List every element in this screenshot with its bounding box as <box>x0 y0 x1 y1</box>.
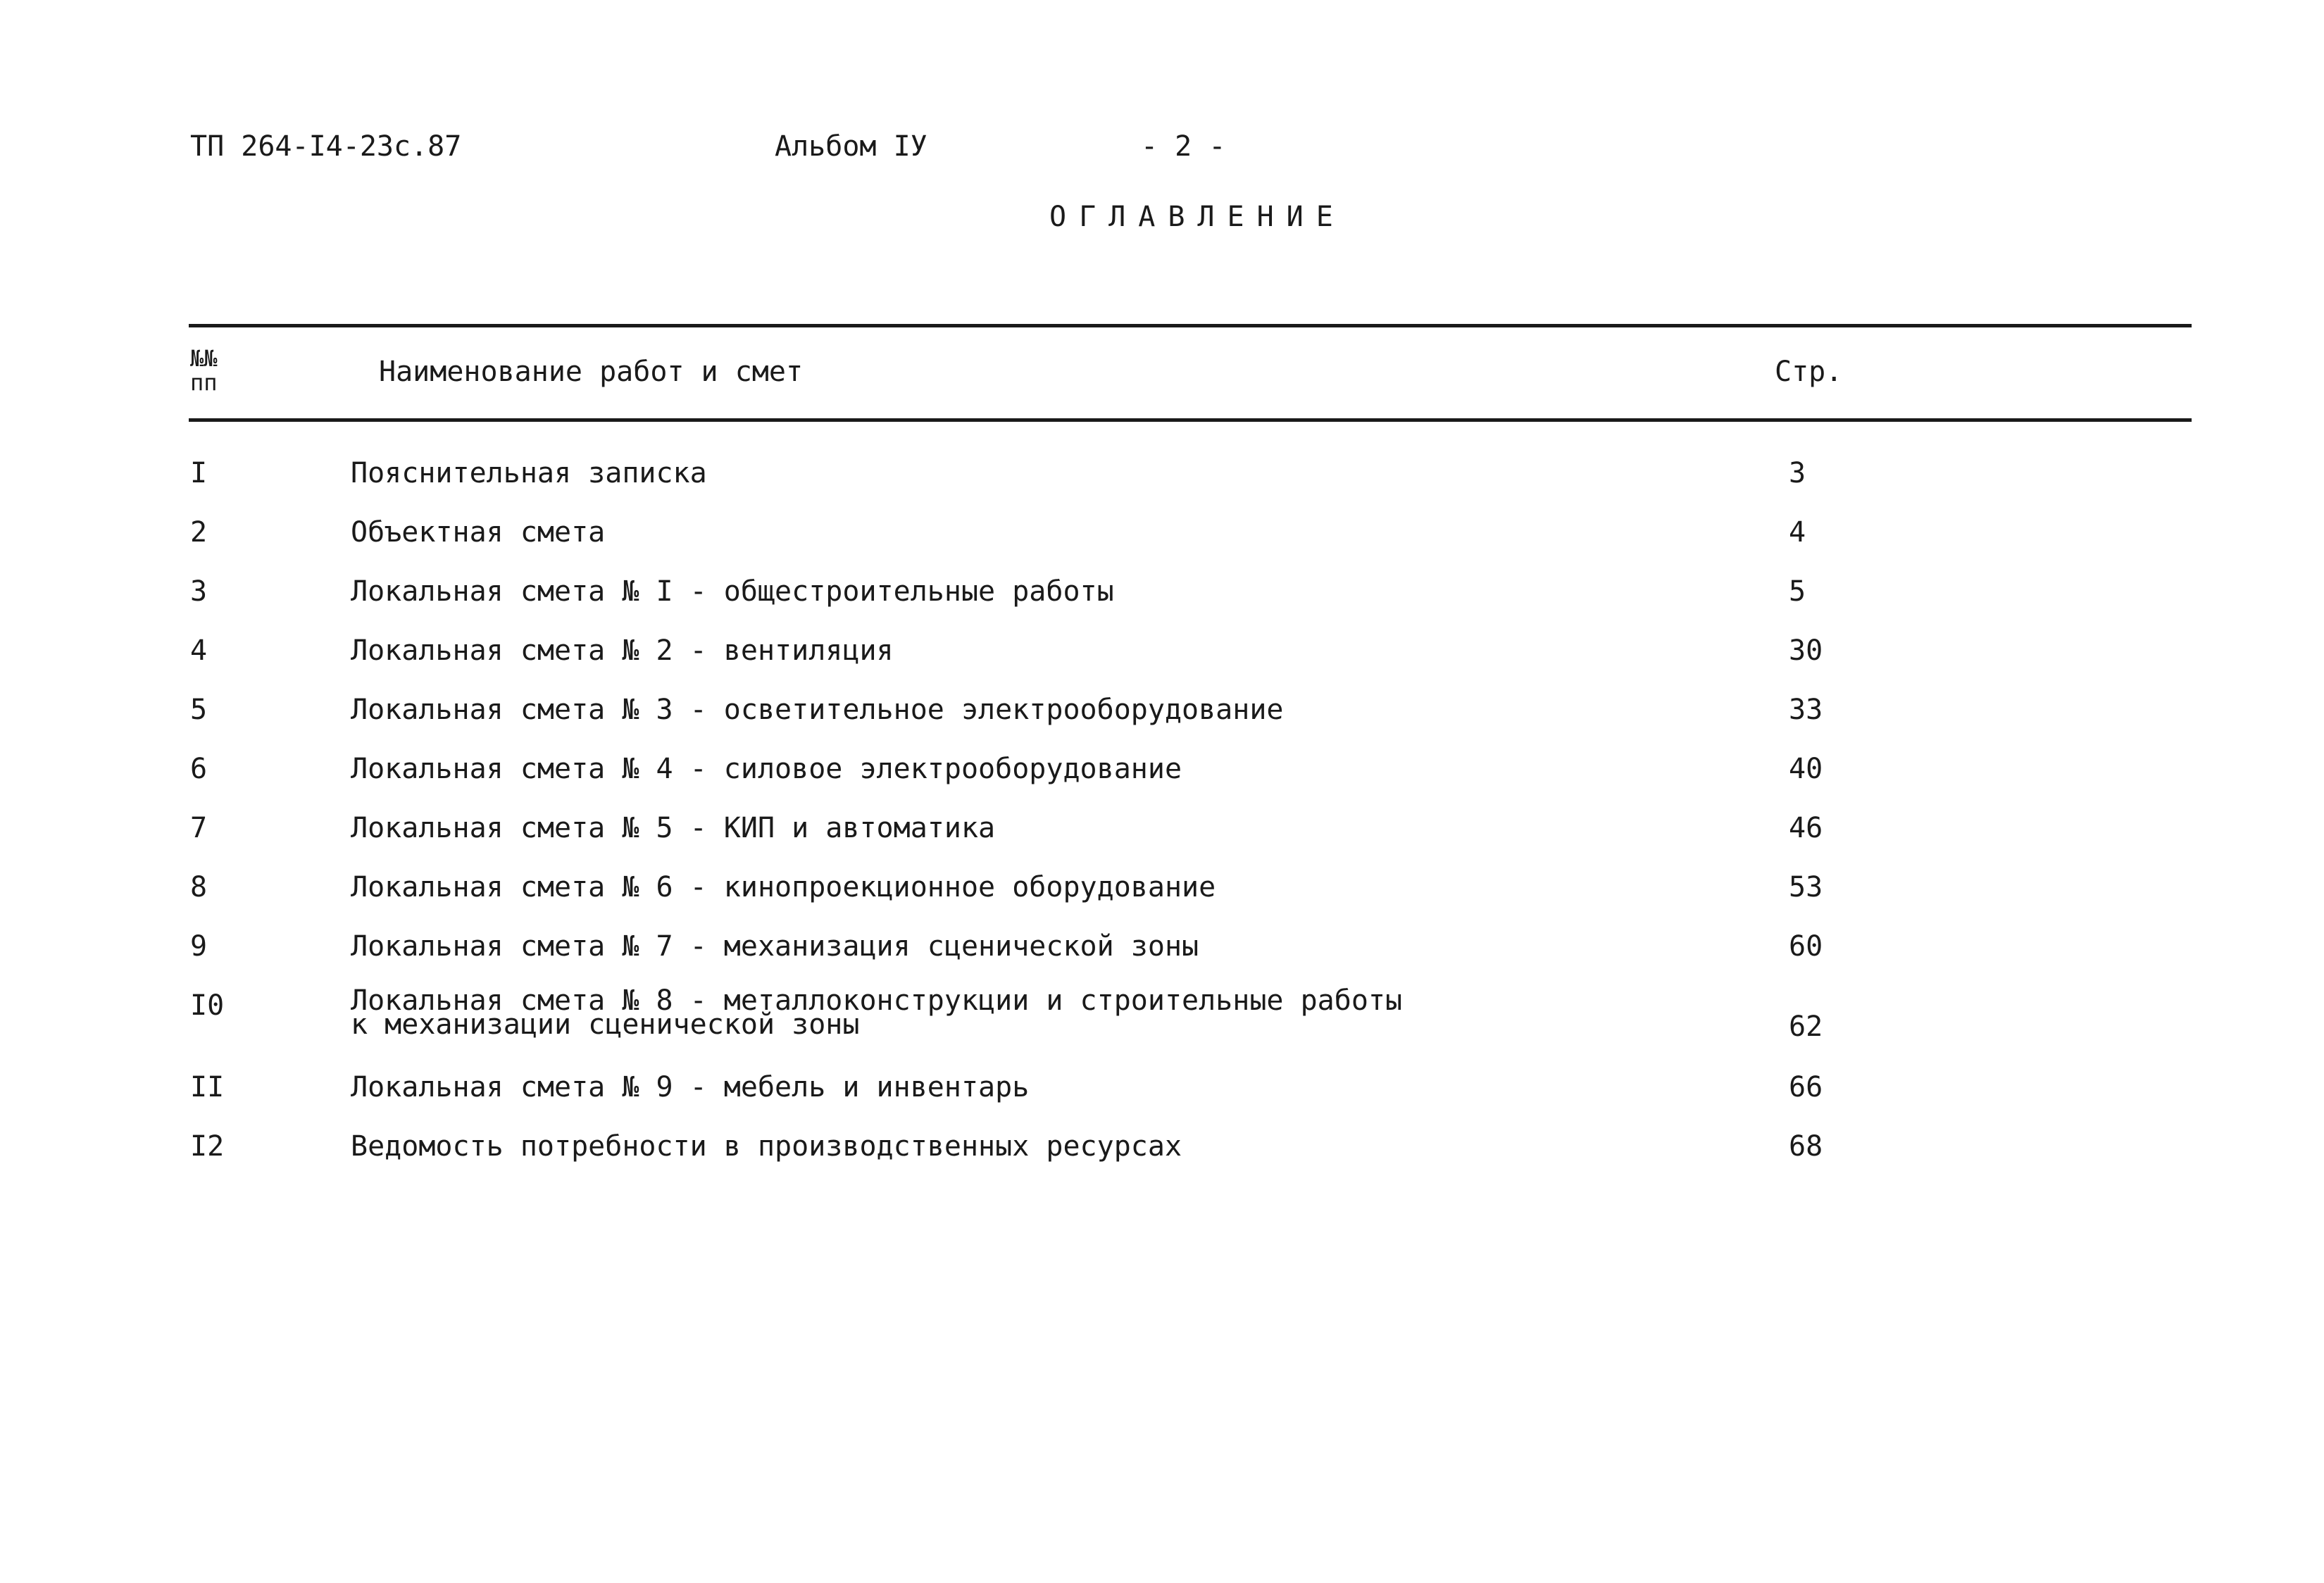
row-page: 4 <box>1789 516 1806 549</box>
row-page: 68 <box>1789 1130 1823 1163</box>
table-row <box>0 984 2324 1070</box>
row-name: Локальная смета № 2 - вентиляция <box>351 634 894 667</box>
row-page: 62 <box>1789 1011 1823 1043</box>
row-name: Локальная смета № 7 - механизация сценической зоны <box>351 930 1199 963</box>
page-number: - 2 - <box>1141 130 1226 163</box>
album-label: Альбом IУ <box>775 130 927 163</box>
row-name: Локальная смета № 3 - осветительное электрооборудование <box>351 694 1284 726</box>
row-name: Пояснительная записка <box>351 457 707 489</box>
row-page: 53 <box>1789 871 1823 903</box>
row-name: Локальная смета № 6 - кинопроекционное оборудование <box>351 871 1216 903</box>
column-header-name: Наименование работ и смет <box>379 356 804 388</box>
table-row <box>0 1070 2324 1130</box>
row-name: Локальная смета № I - общестроительные работы <box>351 575 1114 608</box>
row-page: 60 <box>1789 930 1823 963</box>
row-number: 7 <box>190 812 208 844</box>
table-top-rule <box>189 324 2192 327</box>
row-number: 6 <box>190 753 208 785</box>
table-row <box>0 575 2324 634</box>
table-row <box>0 930 2324 989</box>
row-number: I <box>190 457 208 489</box>
row-number: I2 <box>190 1130 225 1163</box>
row-page: 46 <box>1789 812 1823 844</box>
row-name: Локальная смета № 8 - металлоконструкции и строительные работы к механизации сценической зоны <box>351 984 1403 1041</box>
document-code: ТП 264-I4-23с.87 <box>190 130 462 163</box>
table-row <box>0 811 2324 870</box>
row-number: I0 <box>190 989 225 1022</box>
row-number: 2 <box>190 516 208 549</box>
table-body <box>0 456 2324 1189</box>
row-number: II <box>190 1071 225 1103</box>
row-number: 3 <box>190 575 208 608</box>
table-row <box>0 693 2324 752</box>
table-row <box>0 634 2324 693</box>
row-number: 4 <box>190 634 208 667</box>
row-number: 8 <box>190 871 208 903</box>
page-title: ОГЛАВЛЕНИЕ <box>1049 201 1346 233</box>
table-row <box>0 1130 2324 1189</box>
row-page: 33 <box>1789 694 1823 726</box>
row-number: 9 <box>190 930 208 963</box>
row-name: Объектная смета <box>351 516 606 549</box>
row-page: 66 <box>1789 1071 1823 1103</box>
row-page: 5 <box>1789 575 1806 608</box>
table-row <box>0 515 2324 575</box>
row-page: 3 <box>1789 457 1806 489</box>
row-page: 30 <box>1789 634 1823 667</box>
table-row <box>0 752 2324 811</box>
table-row <box>0 456 2324 515</box>
table-header-rule <box>189 418 2192 422</box>
row-number: 5 <box>190 694 208 726</box>
row-name: Локальная смета № 5 - КИП и автоматика <box>351 812 996 844</box>
row-name: Ведомость потребности в производственных ресурсах <box>351 1130 1182 1163</box>
column-header-page: Стр. <box>1775 356 1843 388</box>
column-header-number: №№ пп <box>190 345 218 396</box>
row-name: Локальная смета № 9 - мебель и инвентарь <box>351 1071 1030 1103</box>
row-name: Локальная смета № 4 - силовое электрооборудование <box>351 753 1182 785</box>
table-row <box>0 870 2324 930</box>
row-page: 40 <box>1789 753 1823 785</box>
